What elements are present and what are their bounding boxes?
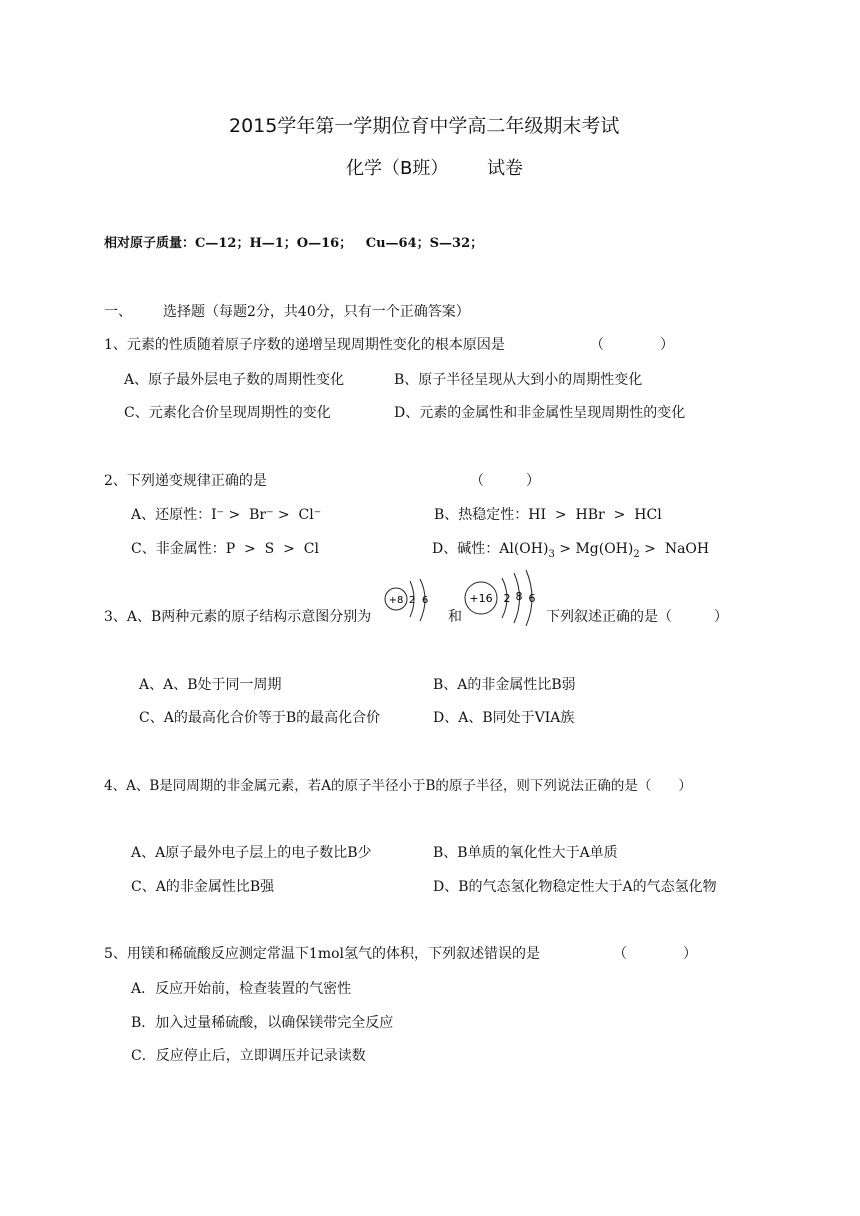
question-5-option-c: C．反应停止后，立即调压并记录读数: [131, 1048, 366, 1064]
formula-subscript: 3: [548, 548, 555, 560]
question-3-stem: 3、A、B两种元素的原子结构示意图分别为: [104, 609, 372, 625]
exam-subject: 化学（B班）: [346, 158, 449, 179]
question-5-bracket: （ ）: [613, 946, 697, 962]
question-2-option-b: B、热稳定性：HI > HBr > HCl: [434, 507, 662, 523]
question-4-option-b: B、B单质的氧化性大于A单质: [433, 845, 618, 861]
question-1-option-d: D、元素的金属性和非金属性呈现周期性的变化: [394, 405, 686, 421]
exam-paper-label: 试卷: [487, 158, 523, 179]
question-3-option-a: A、A、B处于同一周期: [139, 677, 282, 693]
question-3-option-c: C、A的最高化合价等于B的最高化合价: [139, 710, 381, 726]
oxygen-atom-diagram: [382, 576, 434, 626]
nucleus-charge: +16: [469, 592, 493, 605]
atomic-mass-line: 相对原子质量：C—12；H—1；O—16； Cu—64；S—32；: [104, 236, 484, 251]
nucleus-charge: +8: [388, 595, 404, 606]
question-2-option-d-label: D、碱性：: [432, 541, 500, 557]
question-5-stem: 5、用镁和稀硫酸反应测定常温下1mol氢气的体积，下列叙述错误的是: [104, 946, 540, 962]
section-number: 一、: [104, 304, 132, 320]
question-4-stem: 4、A、B是同周期的非金属元素，若A的原子半径小于B的原子半径，则下列说法正确的是（ ）: [104, 778, 692, 794]
question-2-option-d: [432, 540, 709, 564]
sulfur-atom-diagram: [462, 568, 542, 626]
question-4-option-d: D、B的气态氢化物稳定性大于A的气态氢化物: [433, 879, 717, 895]
question-5-option-b: B．加入过量稀硫酸，以确保镁带完全反应: [131, 1015, 394, 1031]
question-1-option-c: C、元素化合价呈现周期性的变化: [124, 405, 331, 421]
question-3-and: 和: [448, 609, 462, 625]
question-2-bracket: （ ）: [470, 473, 540, 489]
question-1-option-b: B、原子半径呈现从大到小的周期性变化: [394, 372, 643, 388]
shell-electrons: 2: [408, 595, 416, 606]
formula-subscript: 2: [633, 548, 640, 560]
formula-part: > Mg(OH): [554, 541, 634, 557]
question-3-option-d: D、A、B同处于VIA族: [433, 710, 575, 726]
question-3-option-b: B、A的非金属性比B弱: [433, 677, 576, 693]
exam-title: 2015学年第一学期位育中学高二年级期末考试: [229, 115, 620, 137]
question-3-tail: 下列叙述正确的是（ ）: [546, 609, 728, 625]
shell-electrons: 6: [528, 592, 536, 605]
question-4-option-a: A、A原子最外电子层上的电子数比B少: [131, 845, 372, 861]
question-2-option-c: C、非金属性：P > S > Cl: [131, 541, 319, 557]
formula-part: > NaOH: [639, 541, 710, 557]
question-1-option-a: A、原子最外层电子数的周期性变化: [124, 372, 345, 388]
question-2-option-a: A、还原性：I⁻ > Br⁻ > Cl⁻: [131, 507, 322, 523]
question-2-stem: 2、下列递变规律正确的是: [104, 473, 267, 489]
shell-electrons: 2: [503, 592, 511, 605]
question-1-stem: 1、元素的性质随着原子序数的递增呈现周期性变化的根本原因是: [104, 337, 505, 353]
question-5-option-a: A．反应开始前，检查装置的气密性: [131, 981, 352, 997]
formula-part: Al(OH): [499, 541, 549, 557]
question-1-bracket: （ ）: [590, 337, 674, 353]
shell-electrons: 8: [515, 590, 523, 603]
question-4-option-c: C、A的非金属性比B强: [131, 879, 275, 895]
shell-electrons: 6: [421, 595, 429, 606]
section-title: 选择题（每题2分，共40分，只有一个正确答案）: [163, 304, 470, 320]
